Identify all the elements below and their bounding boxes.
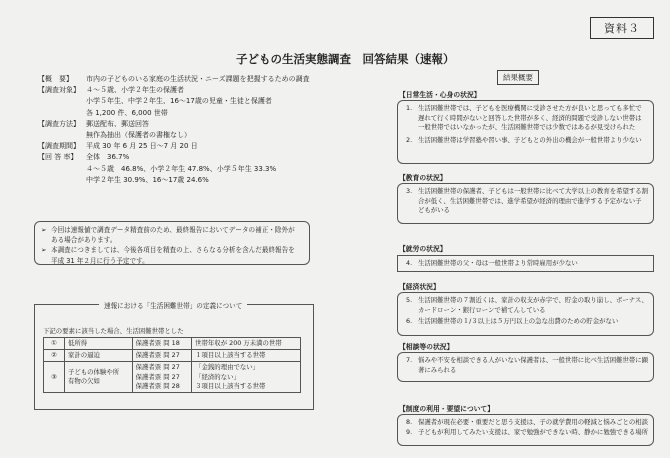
cell-line: 低所得 bbox=[68, 339, 88, 347]
table-row bbox=[44, 350, 301, 362]
cell-line: ３項目以上該当する世帯 bbox=[195, 381, 266, 390]
overview-summary bbox=[38, 74, 328, 85]
row-number: ① bbox=[44, 338, 65, 350]
section-heading-system-usage: 【制度の利用・要望について】 bbox=[399, 405, 495, 413]
summary-title: 結果概要 bbox=[497, 70, 539, 85]
section-box-economic bbox=[397, 292, 654, 336]
overview-line: 各 1,200 件、6,000 世帯 bbox=[86, 108, 168, 117]
document-label: 資料３ bbox=[590, 17, 654, 39]
cell-line: 家計の逼迫 bbox=[68, 351, 100, 360]
row-name bbox=[65, 350, 133, 362]
cell-line: 「経済的ない」 bbox=[195, 372, 240, 381]
notice-line: 本調査につきましては、今後各項目を精査の上、さらなる分析を含んだ最終報告を bbox=[51, 246, 295, 255]
definition-intro: 下記の要素に該当した場合、生活困難世帯とした bbox=[43, 327, 184, 335]
overview-line: 平成 30 年 6 月 25 日～7 月 20 日 bbox=[86, 142, 198, 151]
item-number: 5. bbox=[406, 296, 413, 304]
item-line: 生活困難世帯では、子どもを医療機関に受診させた方が良いと思っても多忙で bbox=[418, 104, 642, 112]
section-heading-economic: 【経済状況】 bbox=[399, 283, 440, 291]
section-box-consultation bbox=[397, 352, 654, 382]
item-line: 子どもが利用してみたい支援は、家で勉強ができない時、静かに勉強できる場所 bbox=[418, 427, 649, 436]
table-row bbox=[44, 338, 301, 350]
cell-line: 世帯年収が 200 万未満の世帯 bbox=[195, 339, 282, 347]
row-number: ② bbox=[44, 350, 65, 362]
item-line: 生活困難世帯は学習塾や習い事、子どもとの外出の機会が一般世帯より少ない bbox=[418, 135, 642, 144]
row-number: ③ bbox=[44, 362, 65, 393]
arrow-icon: ➢ bbox=[41, 226, 47, 234]
overview-line: 市内の子どものいる家庭の生活状況・ニーズ課題を把握するための調査 bbox=[86, 75, 310, 83]
item-line: 悩みや不安を相談できる人がいない保護者は、一般世帯に比べ生活困難世帯に顕 bbox=[418, 356, 649, 364]
item-line: 生活困難世帯の１/３以上は５万円以上の急な出費のための貯金がない bbox=[418, 317, 619, 326]
item-number: 3. bbox=[406, 187, 413, 195]
section-box-system-usage bbox=[397, 414, 654, 446]
cell-line: 有物の欠如 bbox=[68, 377, 100, 386]
cell-line: 子どもの体験や所 bbox=[68, 368, 120, 376]
survey-overview bbox=[38, 74, 328, 186]
notice-line: 平成 31 年２月に行う予定です。 bbox=[51, 256, 149, 265]
overview-line: 郵送配布、郵送回答 bbox=[86, 119, 149, 128]
overview-label: 【概 要】 bbox=[38, 75, 73, 83]
overview-label: 【回 答 率】 bbox=[38, 153, 78, 162]
item-line: 保護者が現在必要・重要だと思う支援は、子の就学費用の軽減と悩みごとの相談 bbox=[418, 418, 649, 426]
row-name bbox=[65, 338, 133, 350]
definition-title: 速報における「生活困難世帯」の定義について bbox=[99, 300, 247, 310]
cell-line: 「金銭的理由でない」 bbox=[195, 363, 260, 372]
item-number: 8. bbox=[406, 418, 413, 426]
definition-box bbox=[34, 304, 314, 410]
section-heading-consultation: 【相談等の状況】 bbox=[399, 343, 454, 351]
cell-line: １項目以上該当する世帯 bbox=[195, 351, 266, 360]
overview-target bbox=[38, 85, 328, 119]
row-question bbox=[132, 350, 192, 362]
item-number: 4. bbox=[406, 259, 413, 267]
row-condition bbox=[192, 338, 301, 350]
item-line: 遅れて行く時間がないと回答した世帯が多く、経済的問題で受診しない世帯は bbox=[418, 113, 642, 122]
section-heading-education: 【教育の状況】 bbox=[399, 174, 447, 182]
section-heading-employment: 【就労の状況】 bbox=[399, 245, 447, 253]
overview-line: 小学５年生、中学２年生、16～17歳の児童・生徒と保護者 bbox=[86, 97, 272, 106]
item-line: 合が低く、生活困難世帯では、進学希望が経済的理由で進学する予定がない子 bbox=[418, 196, 642, 205]
item-number: 9. bbox=[406, 427, 413, 436]
row-question bbox=[132, 338, 192, 350]
row-question bbox=[132, 362, 192, 393]
section-box-education bbox=[397, 183, 654, 224]
notice-line: 今回は速報値で調査データ精査前のため、最終報告においてデータの補正・除外が bbox=[51, 226, 295, 234]
overview-method bbox=[38, 119, 328, 141]
overview-label: 【調査期間】 bbox=[38, 142, 80, 151]
cell-line: 保護者票 問 27 bbox=[135, 372, 180, 381]
notice-box bbox=[34, 221, 310, 265]
item-number: 6. bbox=[406, 317, 413, 326]
row-condition bbox=[192, 362, 301, 393]
item-line: 生活困難世帯の保護者、子どもは一般世帯に比べて大学以上の教育を希望する割 bbox=[418, 187, 649, 195]
section-heading-daily-life: 【日常生活・心身の状況】 bbox=[399, 91, 481, 99]
row-condition bbox=[192, 350, 301, 362]
item-line: 一般世帯ではいなかったが、生活困難世帯では少数ではあるが見受けられた bbox=[418, 123, 636, 132]
arrow-icon: ➢ bbox=[41, 246, 47, 255]
page-title: 子どもの生活実態調査 回答結果（速報） bbox=[236, 52, 455, 66]
item-number: 1. bbox=[406, 104, 413, 112]
item-line: どもがいる bbox=[418, 206, 450, 215]
overview-line: 無作為抽出（保護者の書権なし） bbox=[86, 131, 191, 140]
overview-line: ４～５歳、小学２年生の保護者 bbox=[86, 86, 184, 95]
overview-period bbox=[38, 141, 328, 152]
item-number: 7. bbox=[406, 356, 413, 364]
section-box-daily-life bbox=[397, 100, 654, 164]
cell-line: 保護者票 問 27 bbox=[135, 363, 180, 372]
table-row bbox=[44, 362, 301, 393]
row-name bbox=[65, 362, 133, 393]
overview-response-rate bbox=[38, 152, 328, 186]
overview-line: 全体 36.7% bbox=[86, 153, 130, 162]
overview-label: 【調査方法】 bbox=[38, 119, 80, 128]
overview-label: 【調査対象】 bbox=[38, 86, 80, 95]
item-line: 生活困難世帯の父・母は一般世帯より常時雇用が少ない bbox=[418, 259, 578, 267]
item-number: 2. bbox=[406, 135, 413, 144]
item-line: カードローン・銀行ローンで補てんしている bbox=[418, 305, 546, 314]
notice-line: ある場合があります。 bbox=[51, 236, 117, 245]
item-line: 生活困難世帯の７割近くは、家計の収支が赤字で、貯金の取り崩し、ボーナス、 bbox=[418, 296, 648, 304]
cell-line: 保護者票 問 28 bbox=[135, 381, 180, 390]
section-box-employment bbox=[397, 255, 654, 272]
definition-table bbox=[43, 337, 301, 393]
cell-line: 保護者票 問 27 bbox=[135, 351, 180, 360]
cell-line: 保護者票 問 18 bbox=[135, 339, 180, 347]
overview-line: 中学２年生 30.9%、16～17歳 24.6% bbox=[86, 175, 209, 184]
item-line: 著にみられる bbox=[418, 365, 457, 374]
overview-line: ４～５歳 46.8%、小学２年生 47.8%、小学５年生 33.3% bbox=[86, 164, 277, 173]
